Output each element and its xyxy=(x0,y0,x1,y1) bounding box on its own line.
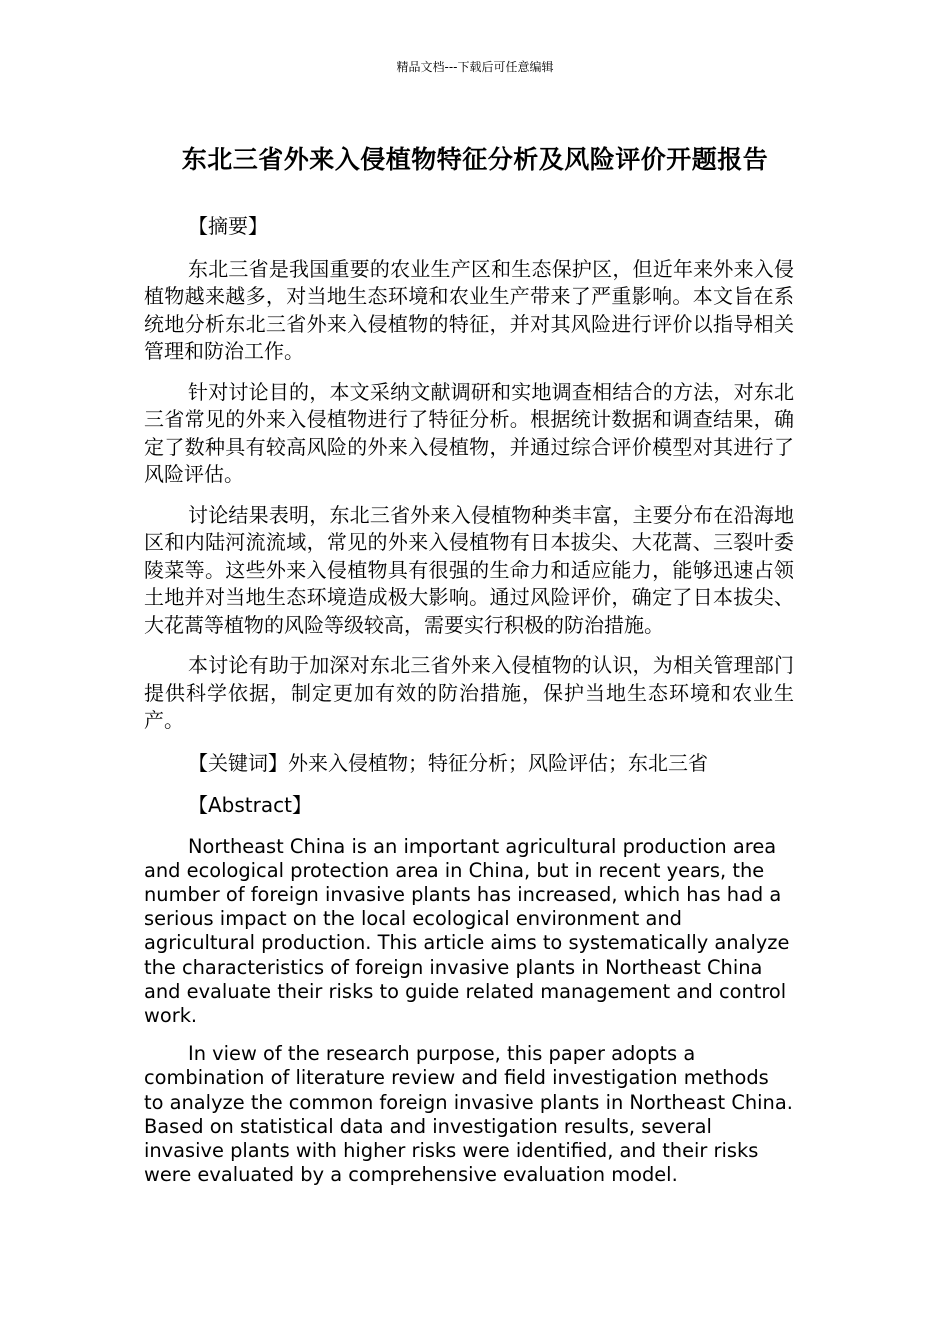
document-title: 东北三省外来入侵植物特征分析及风险评价开题报告 xyxy=(181,145,769,174)
abstract-en-paragraph: In view of the research purpose, this paper adopts a combination of literature review and field investigation methods to analyze the common foreign invasive plants in Northeast China. Based on statistical data and investigation results, several invasive plants with higher risks were identified, and their risks were evaluated by a comprehensive evaluation model. xyxy=(144,1042,793,1187)
abstract-en-label: 【Abstract】 xyxy=(188,793,312,817)
abstract-cn-paragraph: 针对讨论目的，本文采纳文献调研和实地调查相结合的方法，对东北三省常见的外来入侵植物进行了特征分析。根据统计数据和调查结果，确定了数种具有较高风险的外来入侵植物，并通过综合评价模型对其进行了风险评估。 xyxy=(144,379,794,486)
abstract-cn-label: 【摘要】 xyxy=(188,214,268,238)
abstract-cn-paragraph: 本讨论有助于加深对东北三省外来入侵植物的认识，为相关管理部门提供科学依据，制定更加有效的防治措施，保护当地生态环境和农业生产。 xyxy=(144,653,794,732)
abstract-cn-paragraph: 讨论结果表明，东北三省外来入侵植物种类丰富，主要分布在沿海地区和内陆河流流域，常见的外来入侵植物有日本拔尖、大花蒿、三裂叶委陵菜等。这些外来入侵植物具有很强的生命力和适应能力，能够迅速占领土地并对当地生态环境造成极大影响。通过风险评价，确定了日本拔尖、大花蒿等植物的风险等级较高，需要实行积极的防治措施。 xyxy=(144,502,794,637)
keywords-cn: 【关键词】外来入侵植物；特征分析；风险评估；东北三省 xyxy=(188,750,708,775)
abstract-cn-paragraph: 东北三省是我国重要的农业生产区和生态保护区，但近年来外来入侵植物越来越多，对当地生态环境和农业生产带来了严重影响。本文旨在系统地分析东北三省外来入侵植物的特征，并对其风险进行评价以指导相关管理和防治工作。 xyxy=(144,256,794,363)
document-body xyxy=(144,213,794,1201)
abstract-en-paragraph: Northeast China is an important agricultural production area and ecological protection area in China, but in recent years, the number of foreign invasive plants has increased, which has had a serious impact on the local ecological environment and agricultural production. This article aims to systematically analyze the characteristics of foreign invasive plants in Northeast China and evaluate their risks to guide related management and control work. xyxy=(144,834,790,1027)
page-header: 精品文档---下载后可任意编辑 xyxy=(396,60,554,74)
